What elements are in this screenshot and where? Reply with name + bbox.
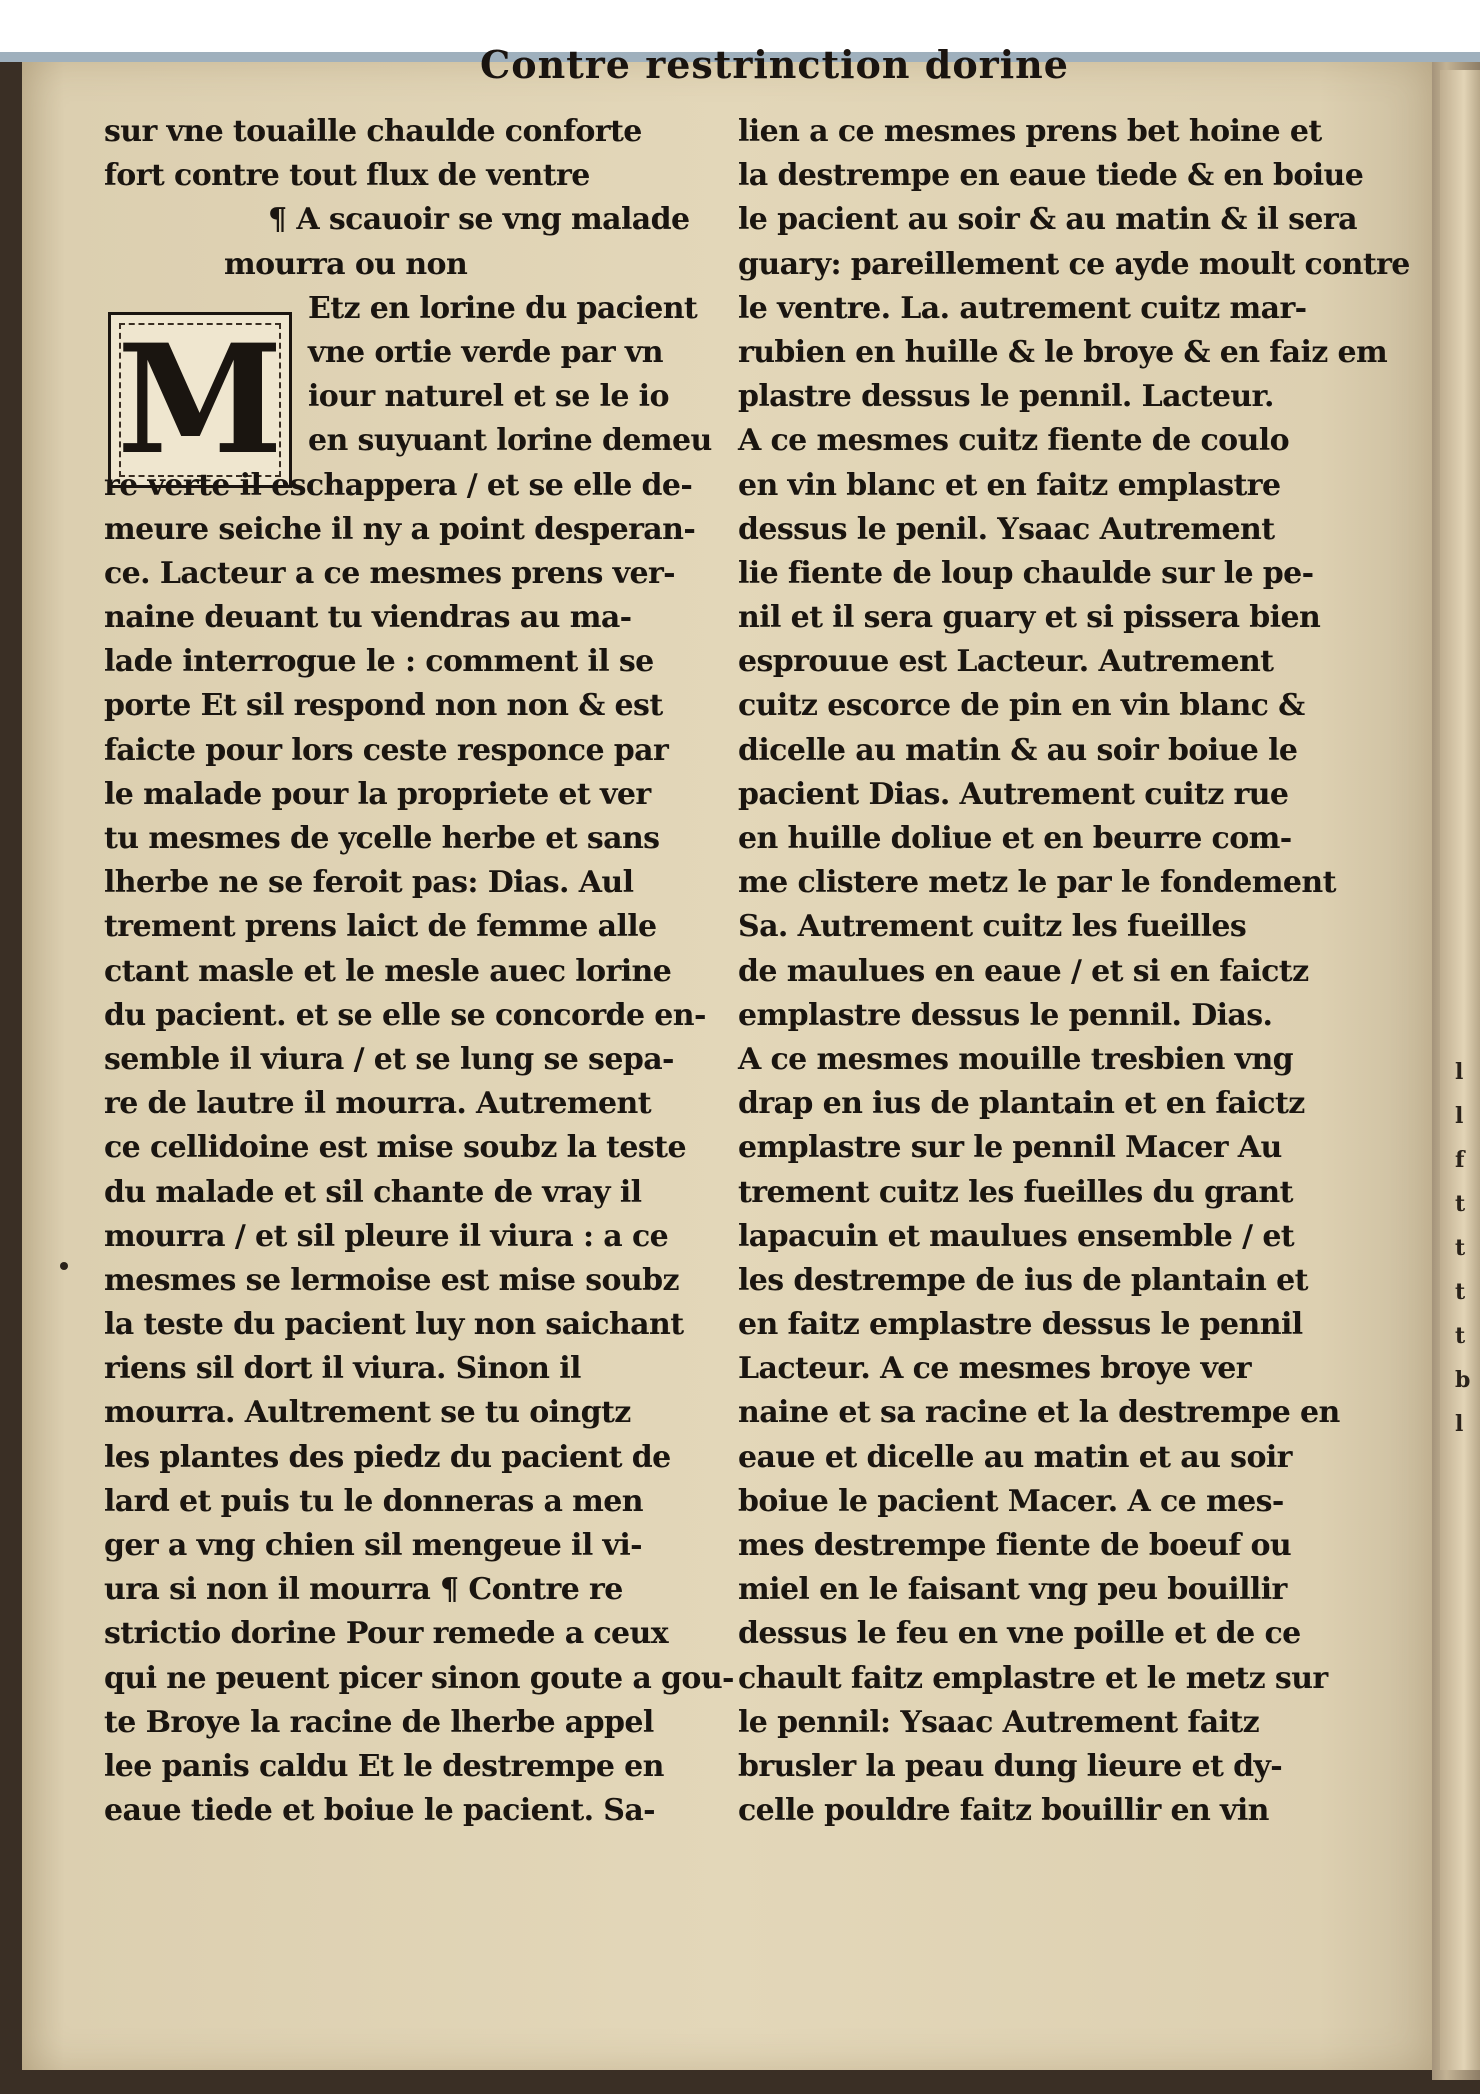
left-column-line: Etz en lorine du pacient (308, 290, 698, 326)
right-column-line: eaue et dicelle au matin et au soir (738, 1439, 1292, 1475)
left-column-line: riens sil dort il viura. Sinon il (104, 1351, 581, 1387)
left-column-line: semble il viura / et se lung se sepa- (104, 1041, 674, 1077)
right-column-line: me clistere metz le par le fondement (738, 865, 1336, 901)
right-column-line: le pennil: Ysaac Autrement faitz (738, 1704, 1260, 1740)
left-column-line: ¶ A scauoir se vng malade (268, 202, 690, 238)
right-column-line: Lacteur. A ce mesmes broye ver (738, 1351, 1251, 1387)
right-column-line: en huille doliue et en beurre com- (738, 821, 1292, 856)
left-column-line: du pacient. et se elle se concorde en- (104, 997, 706, 1033)
left-column-line: trement prens laict de femme alle (104, 909, 657, 945)
left-column-line: mourra / et sil pleure il viura : a ce (104, 1218, 669, 1254)
margin-letter: t (1455, 1323, 1466, 1349)
initial-letter: M (116, 312, 284, 488)
right-column-line: rubien en huille & le broye & en faiz em (738, 334, 1388, 370)
left-column-line: le malade pour la propriete et ver (104, 776, 651, 812)
right-column-line: lie fiente de loup chaulde sur le pe- (738, 555, 1314, 591)
right-column-line: pacient Dias. Autrement cuitz rue (738, 776, 1289, 812)
right-column-line: dessus le penil. Ysaac Autrement (738, 511, 1275, 547)
right-column-line: celle pouldre faitz bouillir en vin (738, 1793, 1269, 1829)
left-column-line: porte Et sil respond non non & est (104, 688, 663, 724)
left-column-line: en suyuant lorine demeu (308, 423, 712, 459)
right-column-line: la destrempe en eaue tiede & en boiue (738, 158, 1364, 194)
margin-letter: t (1455, 1235, 1466, 1261)
right-column-line: trement cuitz les fueilles du grant (738, 1174, 1293, 1210)
right-column-line: chault faitz emplastre et le metz sur (738, 1660, 1328, 1696)
right-column-line: nil et il sera guary et si pissera bien (738, 600, 1321, 636)
left-column-line: lard et puis tu le donneras a men (104, 1483, 644, 1519)
right-column (738, 110, 1410, 1833)
margin-letter: l (1455, 1059, 1464, 1085)
margin-letter: t (1455, 1279, 1466, 1305)
left-column-line: du malade et sil chante de vray il (104, 1174, 642, 1210)
right-column-line: mes destrempe fiente de boeuf ou (738, 1528, 1292, 1563)
right-margin-letters (1455, 1050, 1469, 1446)
right-column-line: naine et sa racine et la destrempe en (738, 1395, 1340, 1431)
right-column-line: lien a ce mesmes prens bet hoine et (738, 114, 1322, 149)
right-column-line: brusler la peau dung lieure et dy- (738, 1748, 1283, 1784)
right-column-line: en faitz emplastre dessus le pennil (738, 1307, 1303, 1343)
margin-letter: f (1455, 1147, 1465, 1173)
left-column-line: les plantes des piedz du pacient de (104, 1439, 671, 1475)
right-column-line: les destrempe de ius de plantain et (738, 1262, 1308, 1298)
left-column-line: strictio dorine Pour remede a ceux (104, 1616, 669, 1652)
right-column-line: Sa. Autrement cuitz les fueilles (738, 909, 1247, 945)
right-column-line: de maulues en eaue / et si en faictz (738, 953, 1309, 989)
left-column-line: fort contre tout flux de ventre (104, 158, 590, 194)
left-column-line: mourra ou non (224, 246, 468, 282)
running-title: Contre restrinction dorine (480, 42, 1069, 87)
left-column-line: ura si non il mourra ¶ Contre re (104, 1572, 623, 1608)
right-column-line: le ventre. La. autrement cuitz mar- (738, 290, 1307, 326)
right-column-line: miel en le faisant vng peu bouillir (738, 1572, 1287, 1608)
right-column-line: dessus le feu en vne poille et de ce (738, 1616, 1301, 1652)
left-column-line: eaue tiede et boiue le pacient. Sa- (104, 1793, 656, 1829)
right-column-line: emplastre dessus le pennil. Dias. (738, 997, 1273, 1033)
left-column-line: iour naturel et se le io (308, 379, 669, 415)
right-column-line: drap en ius de plantain et en faictz (738, 1086, 1305, 1122)
right-column-line: lapacuin et maulues ensemble / et (738, 1218, 1295, 1254)
left-column-line: lherbe ne se feroit pas: Dias. Aul (104, 865, 634, 901)
left-column (104, 110, 734, 1833)
margin-letter: l (1455, 1103, 1464, 1129)
left-column-line: tu mesmes de ycelle herbe et sans (104, 821, 660, 856)
left-column-line: naine deuant tu viendras au ma- (104, 600, 632, 636)
margin-letter: t (1455, 1191, 1466, 1217)
left-column-line: mesmes se lermoise est mise soubz (104, 1262, 679, 1298)
right-column-line: A ce mesmes cuitz fiente de coulo (738, 423, 1290, 459)
right-column-line: dicelle au matin & au soir boiue le (738, 732, 1298, 768)
right-column-line: guary: pareillement ce ayde moult contre (738, 246, 1410, 282)
right-column-line: esprouue est Lacteur. Autrement (738, 644, 1274, 680)
left-column-line: sur vne touaille chaulde conforte (104, 114, 642, 149)
left-column-line: re de lautre il mourra. Autrement (104, 1086, 651, 1122)
left-column-line: lade interrogue le : comment il se (104, 644, 654, 680)
left-column-line: mourra. Aultrement se tu oingtz (104, 1395, 631, 1431)
left-column-line: meure seiche il ny a point desperan- (104, 511, 696, 547)
right-column-line: boiue le pacient Macer. A ce mes- (738, 1483, 1284, 1519)
left-column-line: re verte il eschappera / et se elle de- (104, 467, 693, 503)
left-column-line: lee panis caldu Et le destrempe en (104, 1748, 664, 1784)
left-column-line: qui ne peuent picer sinon goute a gou- (104, 1660, 734, 1696)
margin-dot (60, 1262, 68, 1270)
right-column-line: en vin blanc et en faitz emplastre (738, 467, 1281, 503)
left-column-line: la teste du pacient luy non saichant (104, 1307, 684, 1343)
left-column-line: ce cellidoine est mise soubz la teste (104, 1130, 686, 1166)
right-column-line: le pacient au soir & au matin & il sera (738, 202, 1357, 238)
left-column-line: vne ortie verde par vn (308, 334, 663, 370)
right-column-line: A ce mesmes mouille tresbien vng (738, 1041, 1294, 1077)
left-column-line: ce. Lacteur a ce mesmes prens ver- (104, 555, 676, 591)
left-column-line: te Broye la racine de lherbe appel (104, 1704, 654, 1740)
left-column-line: ger a vng chien sil mengeue il vi- (104, 1528, 642, 1563)
right-column-line: plastre dessus le pennil. Lacteur. (738, 379, 1274, 415)
left-column-line: faicte pour lors ceste responce par (104, 732, 669, 768)
margin-letter: l (1455, 1411, 1464, 1437)
right-column-line: emplastre sur le pennil Macer Au (738, 1130, 1282, 1166)
margin-letter: b (1455, 1367, 1471, 1393)
right-column-line: cuitz escorce de pin en vin blanc & (738, 688, 1305, 724)
left-column-line: ctant masle et le mesle auec lorine (104, 953, 672, 989)
